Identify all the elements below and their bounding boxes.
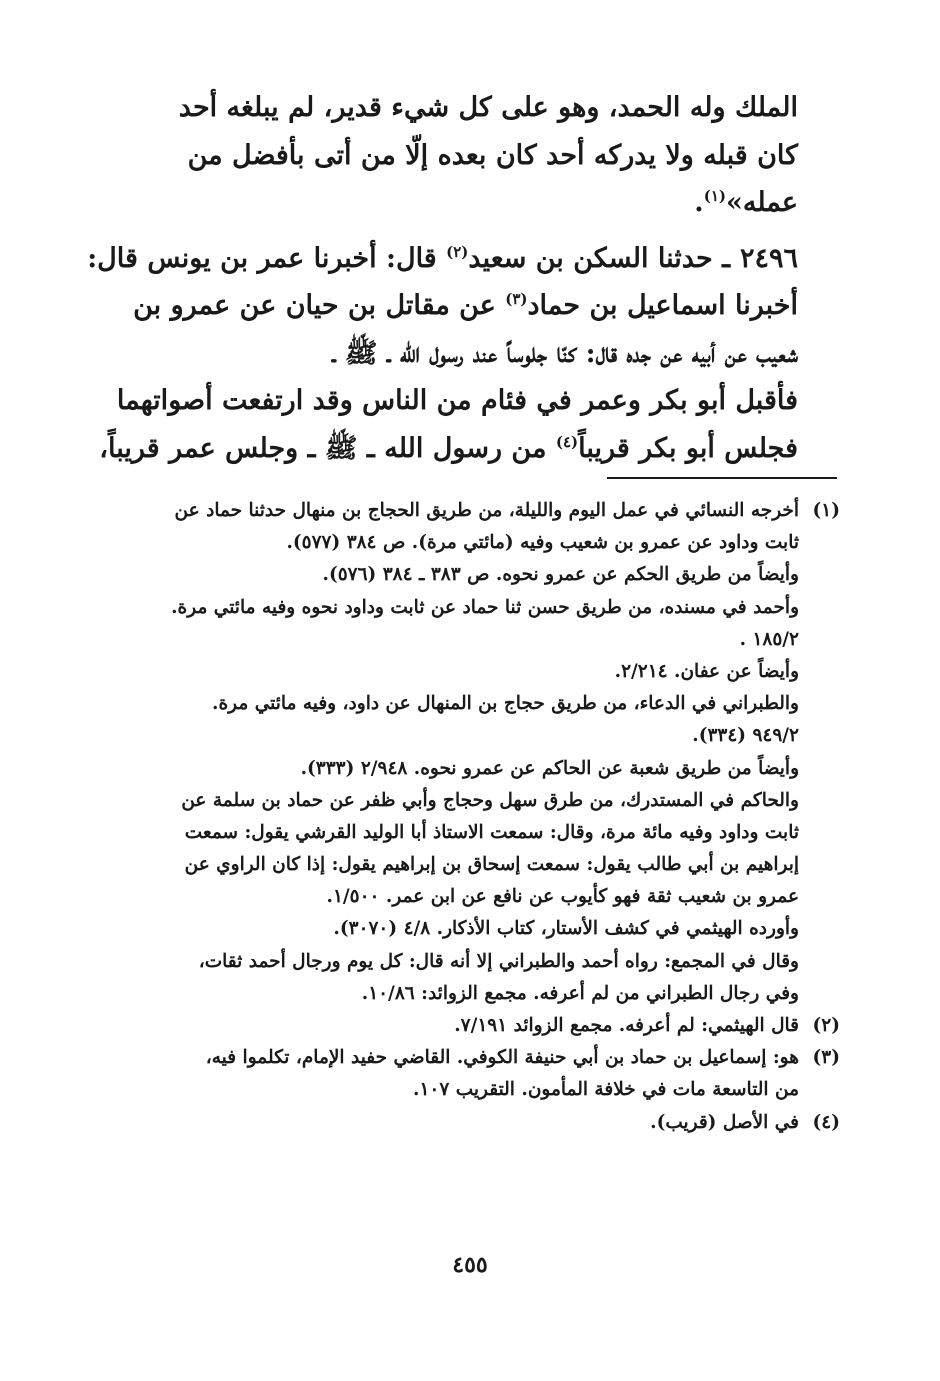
footnote-number: (٤) [812, 1111, 840, 1133]
dash: ـ [722, 242, 730, 274]
hadith-line [133, 282, 798, 330]
footnote-line: وأحمد في مسنده، من طريق حسن ثنا حماد عن ثابت وداود نحوه وفيه مائتي مرة. [171, 596, 799, 618]
text-line [158, 179, 798, 227]
hadith-number: ٢٤٩٦ [739, 242, 798, 274]
text-segment: أخبرنا اسماعيل بن حماد [527, 290, 798, 321]
footnote-text: هو: إسماعيل بن حماد بن أبي حنيفة الكوفي. القاضي حفيد الإمام، تكلموا فيه، [205, 1047, 799, 1069]
text-segment: قال: أخبرنا عمر بن يونس قال: [87, 242, 447, 274]
text-line: الملك وله الحمد، وهو على كل شيء قدير، لم يبلغه أحد [178, 92, 798, 123]
text-line: كان قبله ولا يدركه أحد كان بعده إلّا من أتى بأفضل من [187, 139, 798, 171]
main-text [87, 84, 798, 472]
footnote-ref: (١) [703, 187, 726, 205]
footnote-3 [140, 1042, 840, 1106]
footnote-line [140, 1042, 840, 1074]
text-segment: حدثنا السكن بن سعيد [468, 242, 713, 274]
footnote-line: وأيضاً من طريق شعبة عن الحاكم عن عمرو نحوه. ٢/٩٤٨ (٣٣٣). [300, 757, 799, 779]
footnote-2 [140, 1010, 840, 1042]
footnote-line: وقال في المجمع: رواه أحمد والطبراني إلا أنه قال: كل يوم ورجال أحمد ثقات، [198, 950, 799, 972]
footnote-text: في الأصل (قريب). [650, 1111, 799, 1133]
footnote-line: والحاكم في المستدرك، من طرق سهل وحجاج وأبي ظفر عن حماد بن سلمة عن [181, 789, 799, 811]
footnote-line: عمرو بن شعيب ثقة فهو كأيوب عن نافع عن ابن عمر. ١/٥٠٠. [326, 886, 799, 908]
hadith-line [99, 425, 798, 473]
footnote-line: من التاسعة مات في خلافة المأمون. التقريب ١٠٧. [413, 1079, 799, 1101]
text-segment: من رسول الله ـ ﷺ ـ وجلس عمر قريباً، [99, 432, 556, 464]
footnote-line: إبراهيم بن أبي طالب يقول: سمعت إسحاق بن إبراهيم يقول: إذا كان الراوي عن [184, 854, 799, 876]
footnote-line: ١٨٥/٢ . [739, 628, 799, 650]
footnote-line [140, 1010, 840, 1042]
text-segment: عمله» [725, 187, 798, 218]
hadith-line: شعيب عن أبيه عن جده قال: كنّا جلوساً عند رسول الله ـ ﷺ ـ [332, 337, 798, 369]
footnote-divider [607, 477, 837, 479]
footnote-line: وأيضاً عن عفان. ٢/٢١٤. [614, 660, 799, 682]
hadith-line [87, 235, 798, 283]
footnote-line: والطبراني في الدعاء، من طريق حجاج بن المنهال عن داود، وفيه مائتي مرة. [212, 693, 799, 715]
footnote-text: قال الهيثمي: لم أعرفه. مجمع الزوائد ٧/١٩١. [454, 1015, 799, 1036]
footnote-ref: (٣) [505, 290, 528, 308]
footnote-number: (٣) [812, 1047, 840, 1069]
text-segment: عن مقاتل بن حيان عن عمرو بن [133, 290, 506, 321]
footnote-line: وأورده الهيثمي في كشف الأستار، كتاب الأذكار. ٤/٨ (٣٠٧٠). [333, 918, 799, 940]
footnote-line: ٩٤٩/٢ (٣٣٤). [692, 725, 799, 747]
footnote-ref: (٢) [446, 242, 469, 261]
footnote-ref: (٤) [555, 432, 579, 451]
footnote-text: أخرجه النسائي في عمل اليوم والليلة، من طريق الحجاج بن منهال حدثنا حماد عن [174, 500, 799, 521]
footnote-number: (١) [812, 500, 840, 521]
footnotes [140, 495, 840, 1139]
footnote-line [140, 1107, 840, 1139]
hadith-line: فأقبل أبو بكر وعمر في فئام من الناس وقد ارتفعت أصواتهما [116, 385, 798, 416]
footnote-4 [140, 1107, 840, 1139]
footnote-line: وأيضاً من طريق الحكم عن عمرو نحوه. ص ٣٨٣ ـ ٣٨٤ (٥٧٦). [322, 564, 799, 586]
text-segment: فجلس أبو بكر قريباً [578, 432, 798, 464]
text-segment: . [694, 187, 704, 218]
footnote-1 [140, 495, 840, 1010]
footnote-line: ثابت وداود وفيه مائة مرة، وقال: سمعت الاستاذ أبا الوليد القرشي يقول: سمعت [184, 821, 799, 843]
footnote-number: (٢) [812, 1015, 840, 1036]
spacer [158, 227, 798, 235]
footnote-line [140, 495, 840, 527]
footnote-line: ثابت وداود عن عمرو بن شعيب وفيه (مائتي مرة). ص ٣٨٤ (٥٧٧). [286, 532, 799, 554]
page-number: ٤٥٥ [452, 1252, 488, 1278]
footnote-line: وفي رجال الطبراني من لم أعرفه. مجمع الزوائد: ١٠/٨٦. [361, 982, 799, 1004]
